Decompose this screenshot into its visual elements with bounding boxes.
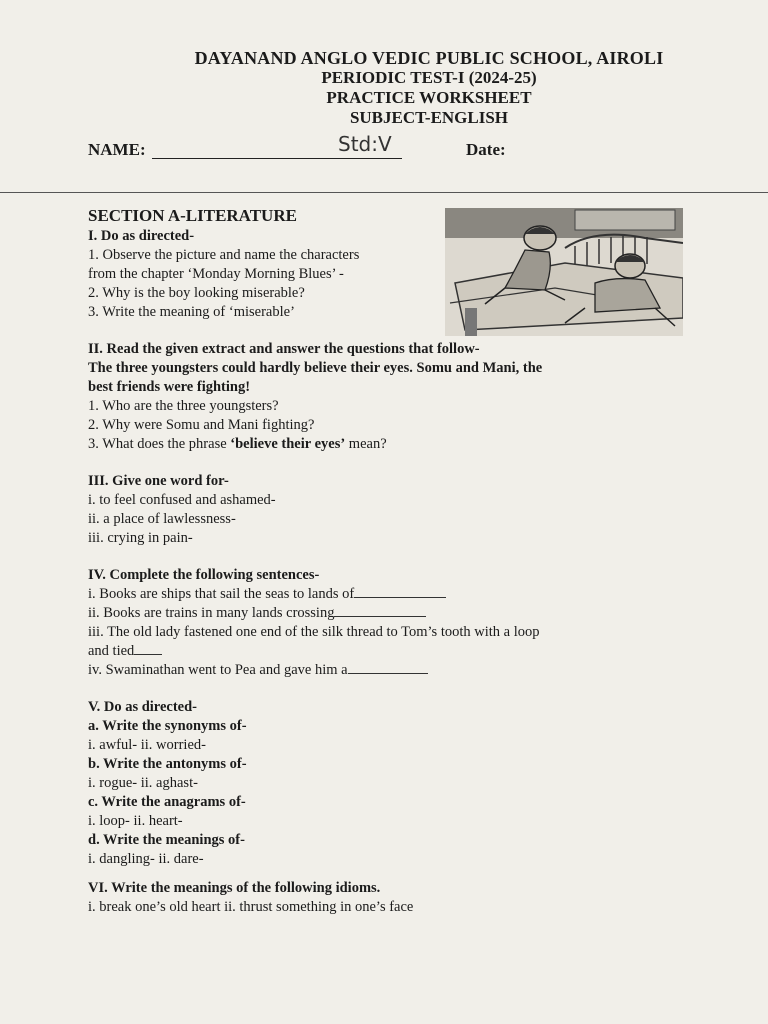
name-row (88, 132, 708, 164)
worksheet-title: PRACTICE WORKSHEET (326, 88, 532, 107)
answer-blank[interactable] (348, 661, 428, 674)
test-title: PERIODIC TEST-I (2024-25) (321, 68, 537, 87)
q1-heading: I. Do as directed- (88, 228, 195, 244)
name-blank[interactable] (152, 158, 402, 159)
answer-blank[interactable] (354, 585, 446, 598)
q4-heading: IV. Complete the following sentences- (88, 567, 320, 583)
q3-line: iii. crying in pain- (88, 530, 193, 546)
q6-heading: VI. Write the meanings of the following idioms. (88, 880, 381, 896)
q1-line: 2. Why is the boy looking miserable? (88, 285, 305, 301)
q5-c-heading: c. Write the anagrams of- (88, 794, 246, 810)
q4-text: and tied (88, 643, 135, 659)
q4-text: ii. Books are trains in many lands crossing (88, 605, 335, 621)
q6-items: i. break one’s old heart ii. thrust something in one’s face (88, 899, 414, 915)
q5-heading: V. Do as directed- (88, 699, 198, 715)
answer-blank[interactable] (134, 642, 162, 655)
q2-line3-prefix: 3. What does the phrase (88, 436, 231, 452)
school-name: DAYANAND ANGLO VEDIC PUBLIC SCHOOL, AIROLI (194, 48, 664, 68)
q5-d-items: i. dangling- ii. dare- (88, 851, 204, 867)
q4-line-3b (88, 642, 688, 661)
q2-phrase: ‘believe their eyes’ (230, 436, 346, 452)
q3-line: i. to feel confused and ashamed- (88, 492, 276, 508)
page-divider (0, 192, 768, 193)
q2-extract: The three youngsters could hardly believe their eyes. Somu and Mani, the (88, 360, 543, 376)
handwritten-std: Std:V (338, 132, 392, 156)
q4-text: i. Books are ships that sail the seas to lands of (88, 586, 355, 602)
q1-line: from the chapter ‘Monday Morning Blues’ - (88, 266, 344, 282)
q5-b-items: i. rogue- ii. aghast- (88, 775, 198, 791)
date-label: Date: (466, 140, 506, 159)
q2-extract: best friends were fighting! (88, 379, 251, 395)
worksheet-content (88, 206, 688, 917)
q4-line-2 (88, 604, 688, 623)
q5-d-heading: d. Write the meanings of- (88, 832, 245, 848)
q2-line3-suffix: mean? (345, 436, 387, 452)
worksheet-header (0, 48, 768, 128)
q4-line-4 (88, 661, 688, 680)
q5-b-heading: b. Write the antonyms of- (88, 756, 247, 772)
q4-line-1 (88, 585, 688, 604)
q3-heading: III. Give one word for- (88, 473, 229, 489)
name-label: NAME: (88, 140, 146, 159)
q2-heading: II. Read the given extract and answer the questions that follow- (88, 341, 480, 357)
q2-line: 2. Why were Somu and Mani fighting? (88, 417, 315, 433)
q1-line: 1. Observe the picture and name the characters (88, 247, 360, 263)
q5-a-heading: a. Write the synonyms of- (88, 718, 247, 734)
q2-line: 1. Who are the three youngsters? (88, 398, 279, 414)
q1-line: 3. Write the meaning of ‘miserable’ (88, 304, 295, 320)
answer-blank[interactable] (334, 604, 426, 617)
q4-text: iv. Swaminathan went to Pea and gave him a (88, 662, 348, 678)
section-title: SECTION A-LITERATURE (88, 206, 297, 225)
q5-c-items: i. loop- ii. heart- (88, 813, 183, 829)
q3-line: ii. a place of lawlessness- (88, 511, 236, 527)
q4-line-3a: iii. The old lady fastened one end of the silk thread to Tom’s tooth with a loop (88, 624, 540, 640)
q5-a-items: i. awful- ii. worried- (88, 737, 206, 753)
subject-title: SUBJECT-ENGLISH (349, 108, 509, 127)
q2-line-3 (88, 435, 688, 454)
